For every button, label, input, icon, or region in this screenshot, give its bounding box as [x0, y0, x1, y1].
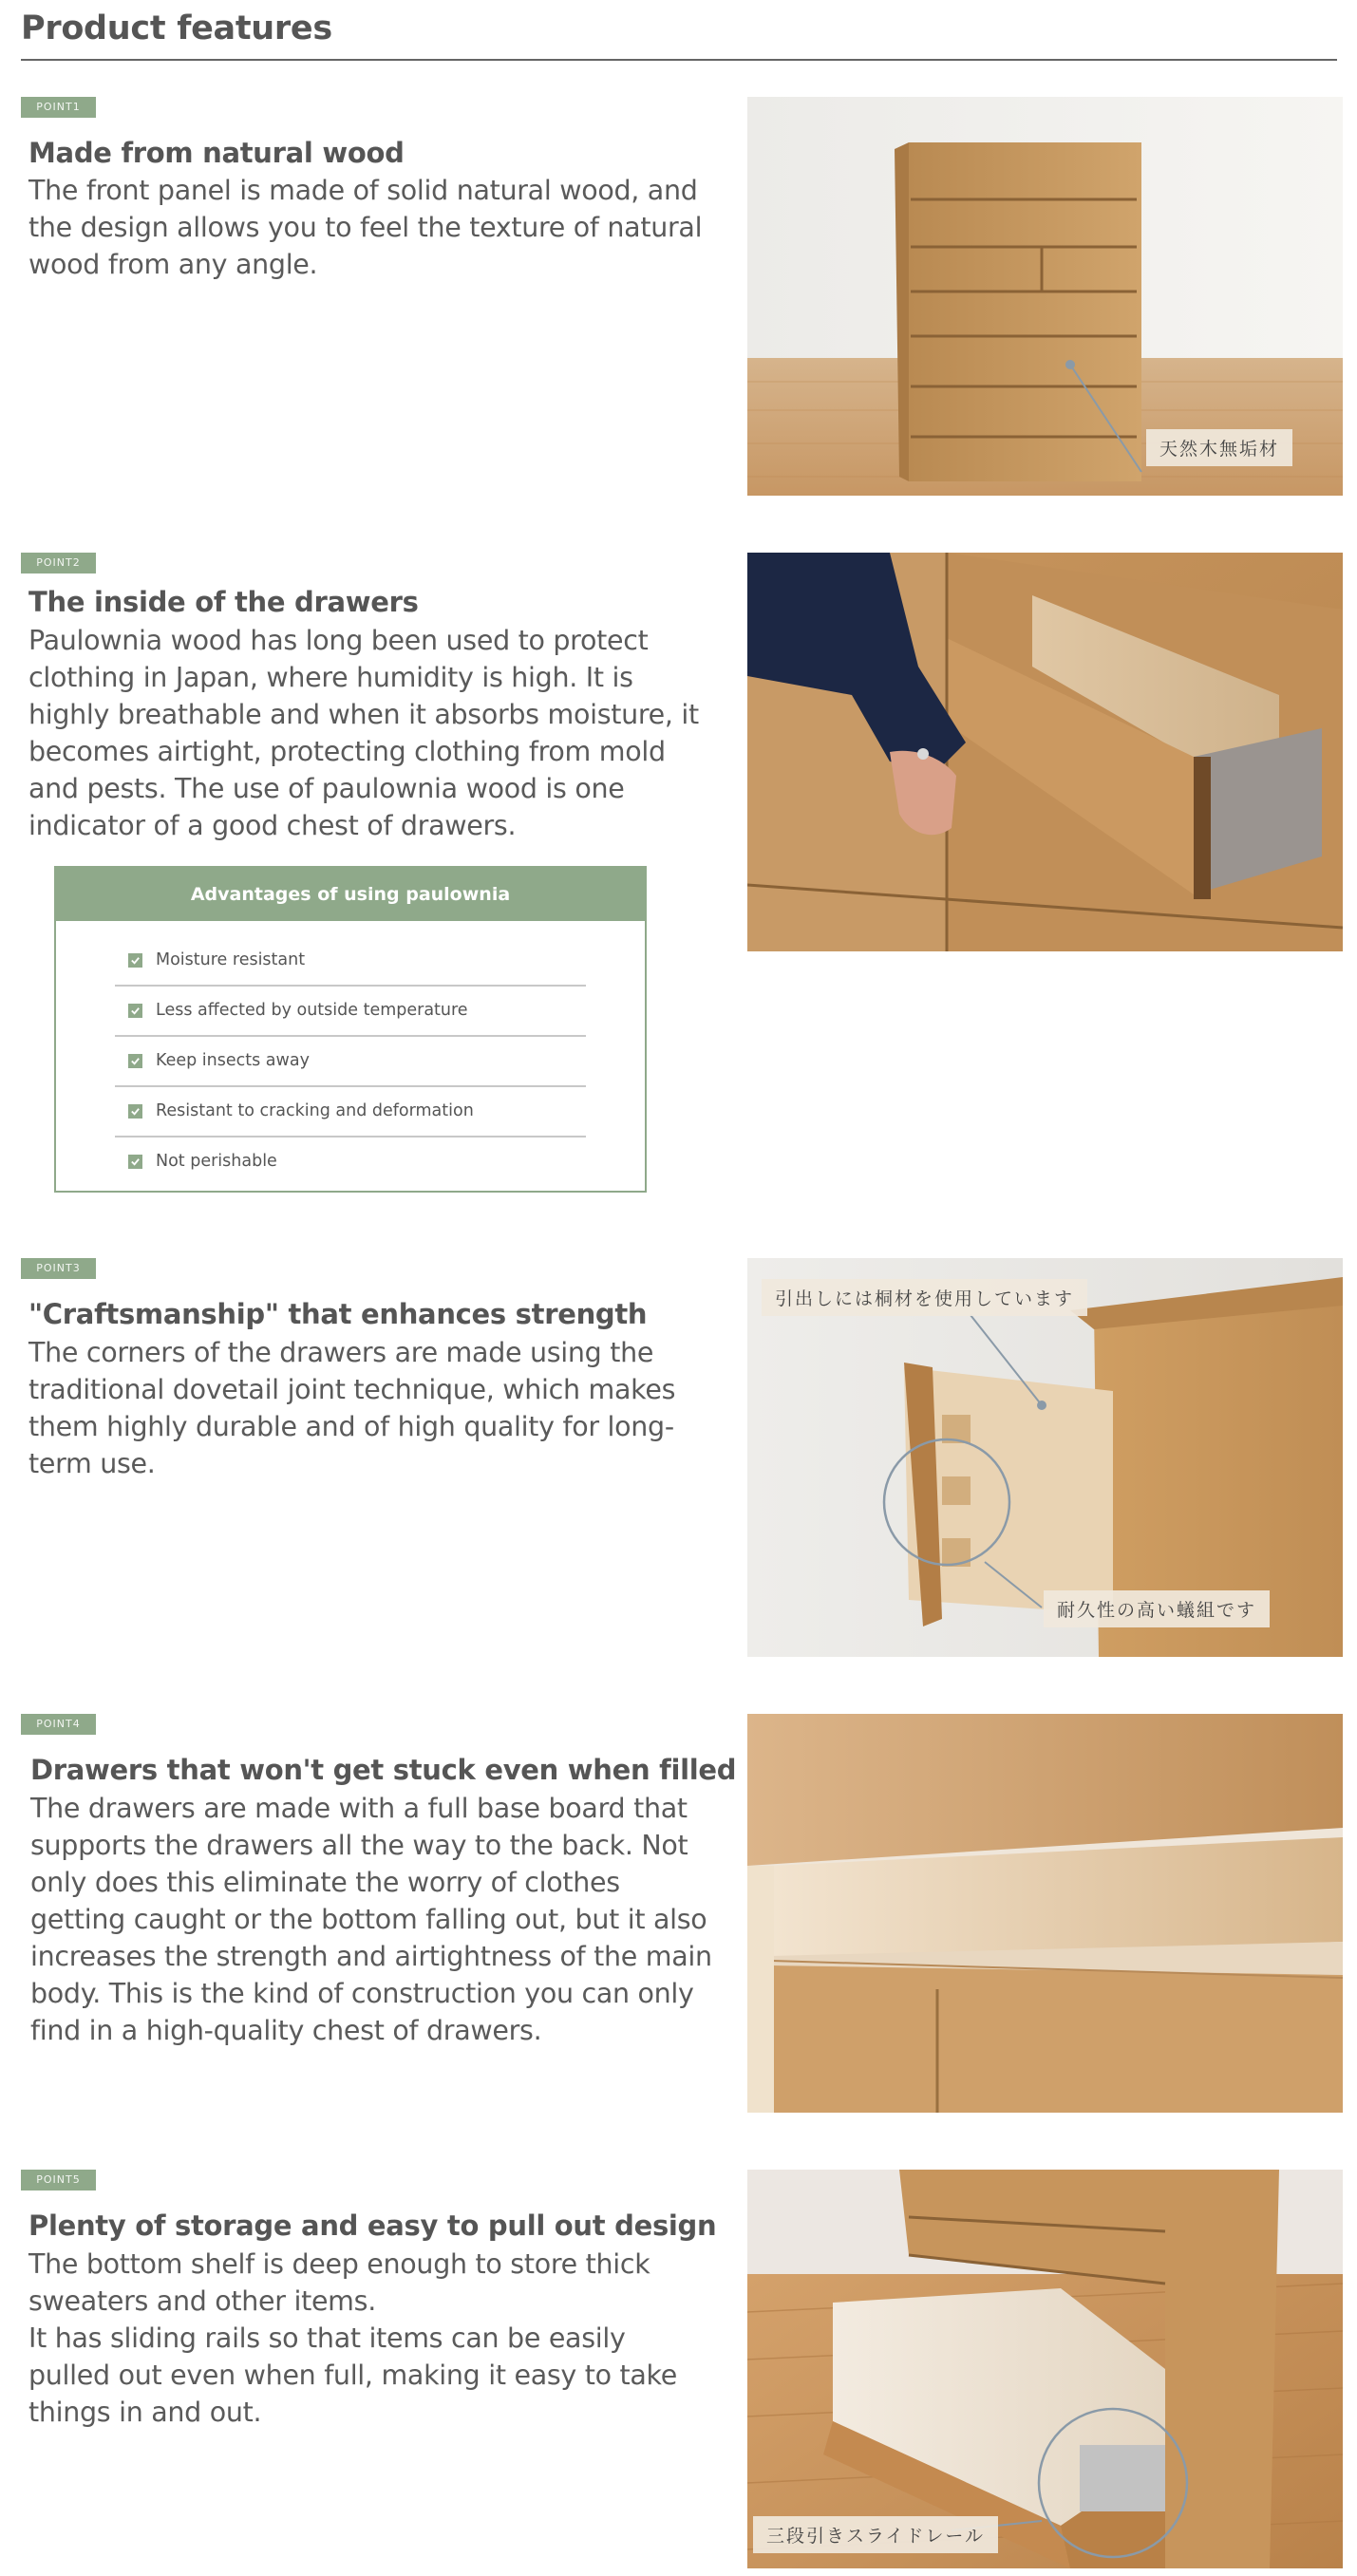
- advantage-label: Not perishable: [156, 1152, 277, 1171]
- feature-section-1: [0, 97, 1357, 496]
- advantages-list: [56, 921, 645, 1186]
- advantage-label: Moisture resistant: [156, 950, 306, 969]
- title-divider: [21, 59, 1337, 61]
- feature-description: The corners of the drawers are made using the traditional dovetail joint technique, which makes them highly durable and of high quality for long-term use.: [28, 1337, 676, 1479]
- point-badge: POINT2: [21, 553, 96, 573]
- checkbox-icon: [128, 1004, 142, 1018]
- feature-section-3: [0, 1258, 1357, 1657]
- point-badge: POINT4: [21, 1714, 96, 1735]
- feature-description: The bottom shelf is deep enough to store thick sweaters and other items. It has sliding rails so that items can be easily pulled out even when full, making it easy to take things in and out.: [28, 2248, 677, 2428]
- feature-photo: [747, 2170, 1343, 2568]
- feature-heading: Made from natural wood: [28, 137, 405, 169]
- feature-photo: [747, 97, 1343, 496]
- advantages-title: Advantages of using paulownia: [56, 868, 645, 921]
- advantage-item: [115, 936, 586, 987]
- advantage-label: Resistant to cracking and deformation: [156, 1101, 474, 1120]
- advantage-label: Keep insects away: [156, 1051, 310, 1070]
- advantages-box: [54, 866, 647, 1193]
- feature-heading: "Craftsmanship" that enhances strength: [28, 1298, 648, 1330]
- photo-caption: 耐久性の高い蟻組です: [1044, 1590, 1270, 1627]
- point-badge: POINT3: [21, 1258, 96, 1279]
- feature-photo: [747, 553, 1343, 951]
- advantage-item: [115, 1037, 586, 1087]
- page-title: Product features: [21, 9, 332, 47]
- feature-description: The drawers are made with a full base board that supports the drawers all the way to the back. Not only does this eliminate the worry of clothes getting caught or the bottom falling out, but it also increases the strength and airtightness of the main body. This is the kind of construction you can only find in a high-quality chest of drawers.: [30, 1793, 712, 2046]
- feature-section-4: [0, 1714, 1357, 2113]
- feature-heading: The inside of the drawers: [28, 586, 419, 618]
- feature-description: Paulownia wood has long been used to protect clothing in Japan, where humidity is high. It is highly breathable and when it absorbs moisture, it becomes airtight, protecting clothing from mold and pests. The use of paulownia wood is one indicator of a good chest of drawers.: [28, 625, 699, 841]
- feature-heading: Drawers that won't get stuck even when filled: [30, 1754, 737, 1786]
- photo-caption: 引出しには桐材を使用しています: [762, 1279, 1087, 1316]
- point-badge: POINT5: [21, 2170, 96, 2191]
- feature-description: The front panel is made of solid natural wood, and the design allows you to feel the texture of natural wood from any angle.: [28, 175, 703, 280]
- feature-photo: [747, 1258, 1343, 1657]
- checkbox-icon: [128, 1155, 142, 1169]
- checkbox-icon: [128, 953, 142, 968]
- advantage-label: Less affected by outside temperature: [156, 1001, 468, 1020]
- photo-caption: 三段引きスライドレール: [753, 2516, 998, 2553]
- photo-caption: 天然木無垢材: [1146, 429, 1292, 466]
- feature-photo: [747, 1714, 1343, 2113]
- advantage-item: [115, 1087, 586, 1138]
- advantage-item: [115, 987, 586, 1037]
- feature-heading: Plenty of storage and easy to pull out design: [28, 2209, 717, 2242]
- point-badge: POINT1: [21, 97, 96, 118]
- checkbox-icon: [128, 1104, 142, 1119]
- checkbox-icon: [128, 1054, 142, 1068]
- advantage-item: [115, 1138, 586, 1186]
- feature-section-2: [0, 553, 1357, 1198]
- feature-section-5: [0, 2170, 1357, 2568]
